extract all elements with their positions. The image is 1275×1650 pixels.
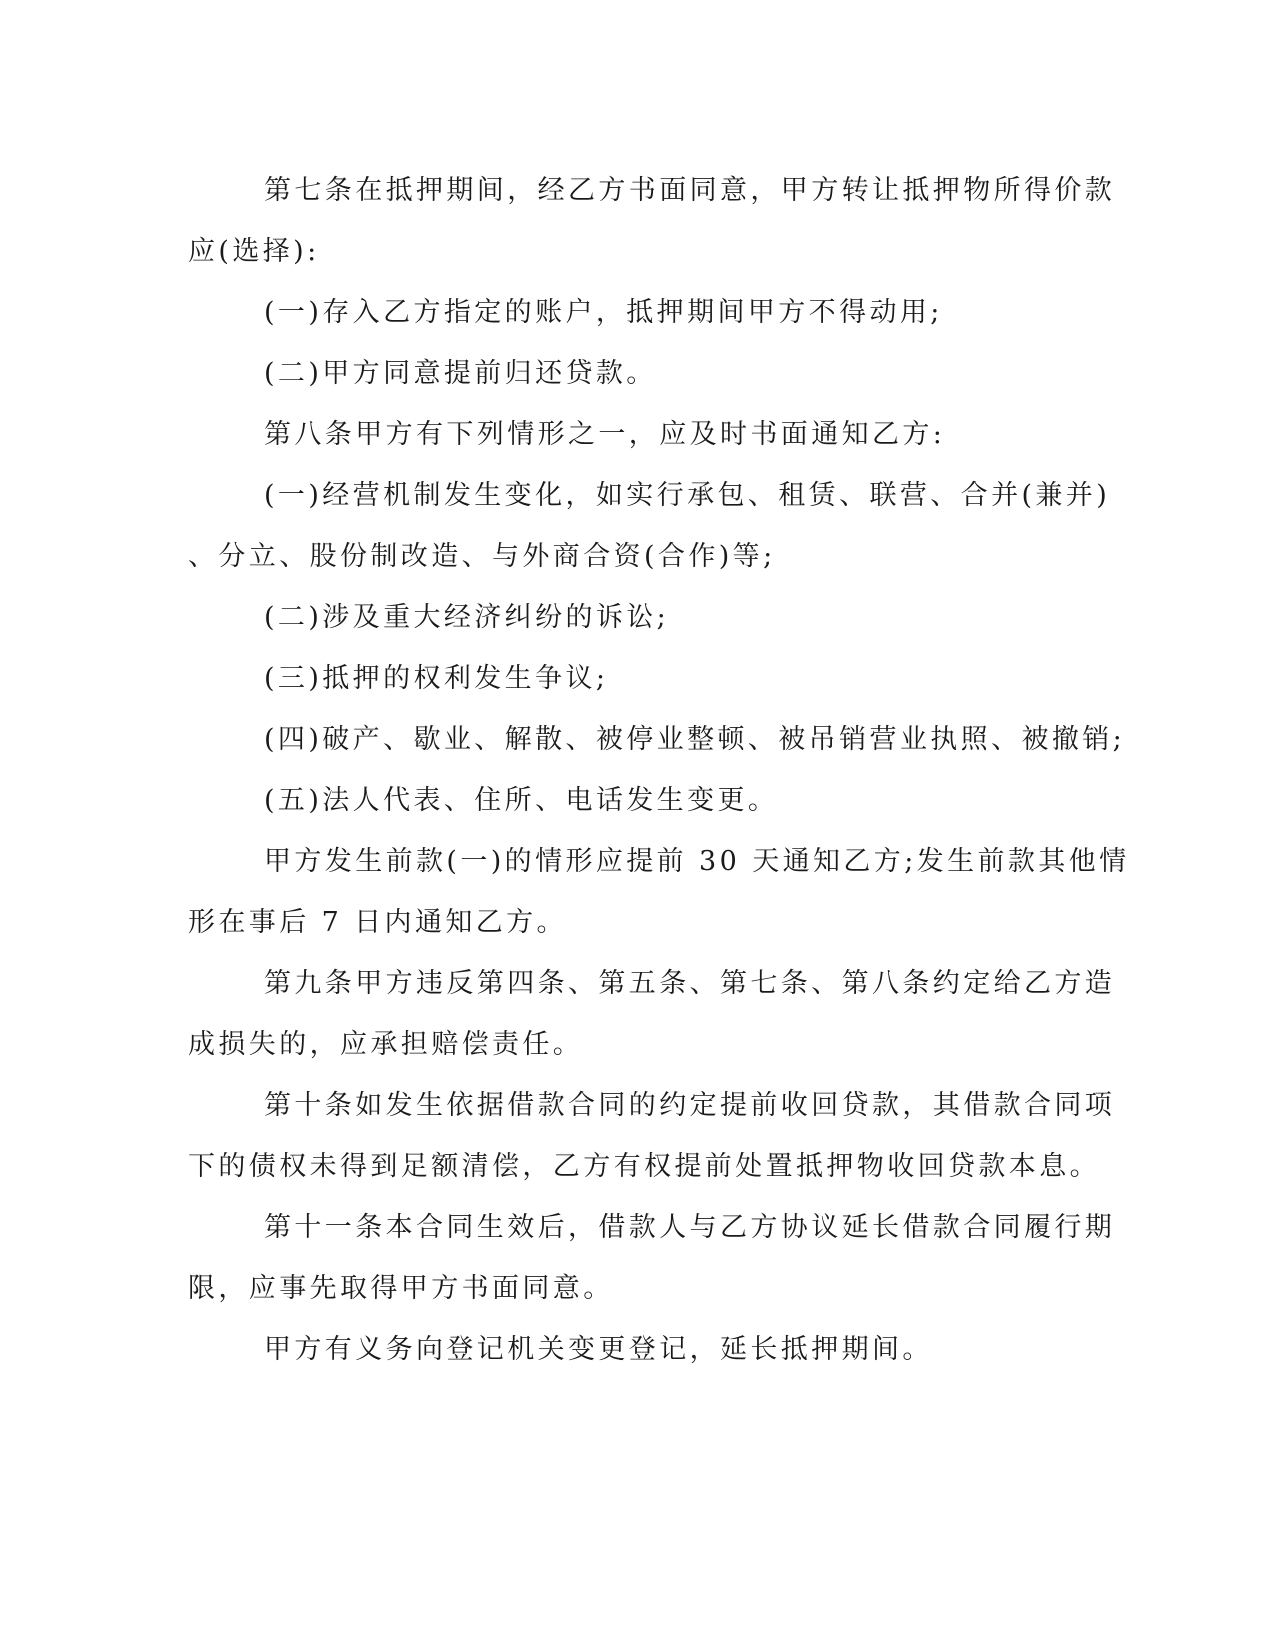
text-line: (一)存入乙方指定的账户，抵押期间甲方不得动用; <box>264 297 943 328</box>
text-line: (五)法人代表、住所、电话发生变更。 <box>264 785 779 816</box>
text-line: 第七条在抵押期间，经乙方书面同意，甲方转让抵押物所得价款 <box>264 175 1116 206</box>
text-line: 第十一条本合同生效后，借款人与乙方协议延长借款合同履行期 <box>264 1212 1116 1243</box>
text-line: 第八条甲方有下列情形之一，应及时书面通知乙方: <box>264 419 946 450</box>
text-line: (四)破产、歇业、解散、被停业整顿、被吊销营业执照、被撤销; <box>264 724 1126 755</box>
text-line: 形在事后 7 日内通知乙方。 <box>188 907 567 938</box>
contract-body-text <box>188 160 1130 1380</box>
text-line: 甲方发生前款(一)的情形应提前 30 天通知乙方;发生前款其他情 <box>264 846 1130 877</box>
text-line: 、分立、股份制改造、与外商合资(合作)等; <box>188 541 776 572</box>
text-line: 限，应事先取得甲方书面同意。 <box>188 1273 614 1304</box>
text-line: (二)涉及重大经济纠纷的诉讼; <box>264 602 670 633</box>
text-line: 下的债权未得到足额清偿，乙方有权提前处置抵押物收回贷款本息。 <box>188 1151 1100 1182</box>
text-line: (三)抵押的权利发生争议; <box>264 663 609 694</box>
text-line: 第十条如发生依据借款合同的约定提前收回贷款，其借款合同项 <box>264 1090 1116 1121</box>
text-line: (二)甲方同意提前归还贷款。 <box>264 358 657 389</box>
text-line: 第九条甲方违反第四条、第五条、第七条、第八条约定给乙方造 <box>264 968 1116 999</box>
text-line: 应(选择): <box>188 236 320 267</box>
text-line: 甲方有义务向登记机关变更登记，延长抵押期间。 <box>264 1334 933 1365</box>
text-line: 成损失的，应承担赔偿责任。 <box>188 1029 584 1060</box>
text-line: (一)经营机制发生变化，如实行承包、租赁、联营、合并(兼并) <box>264 480 1111 511</box>
